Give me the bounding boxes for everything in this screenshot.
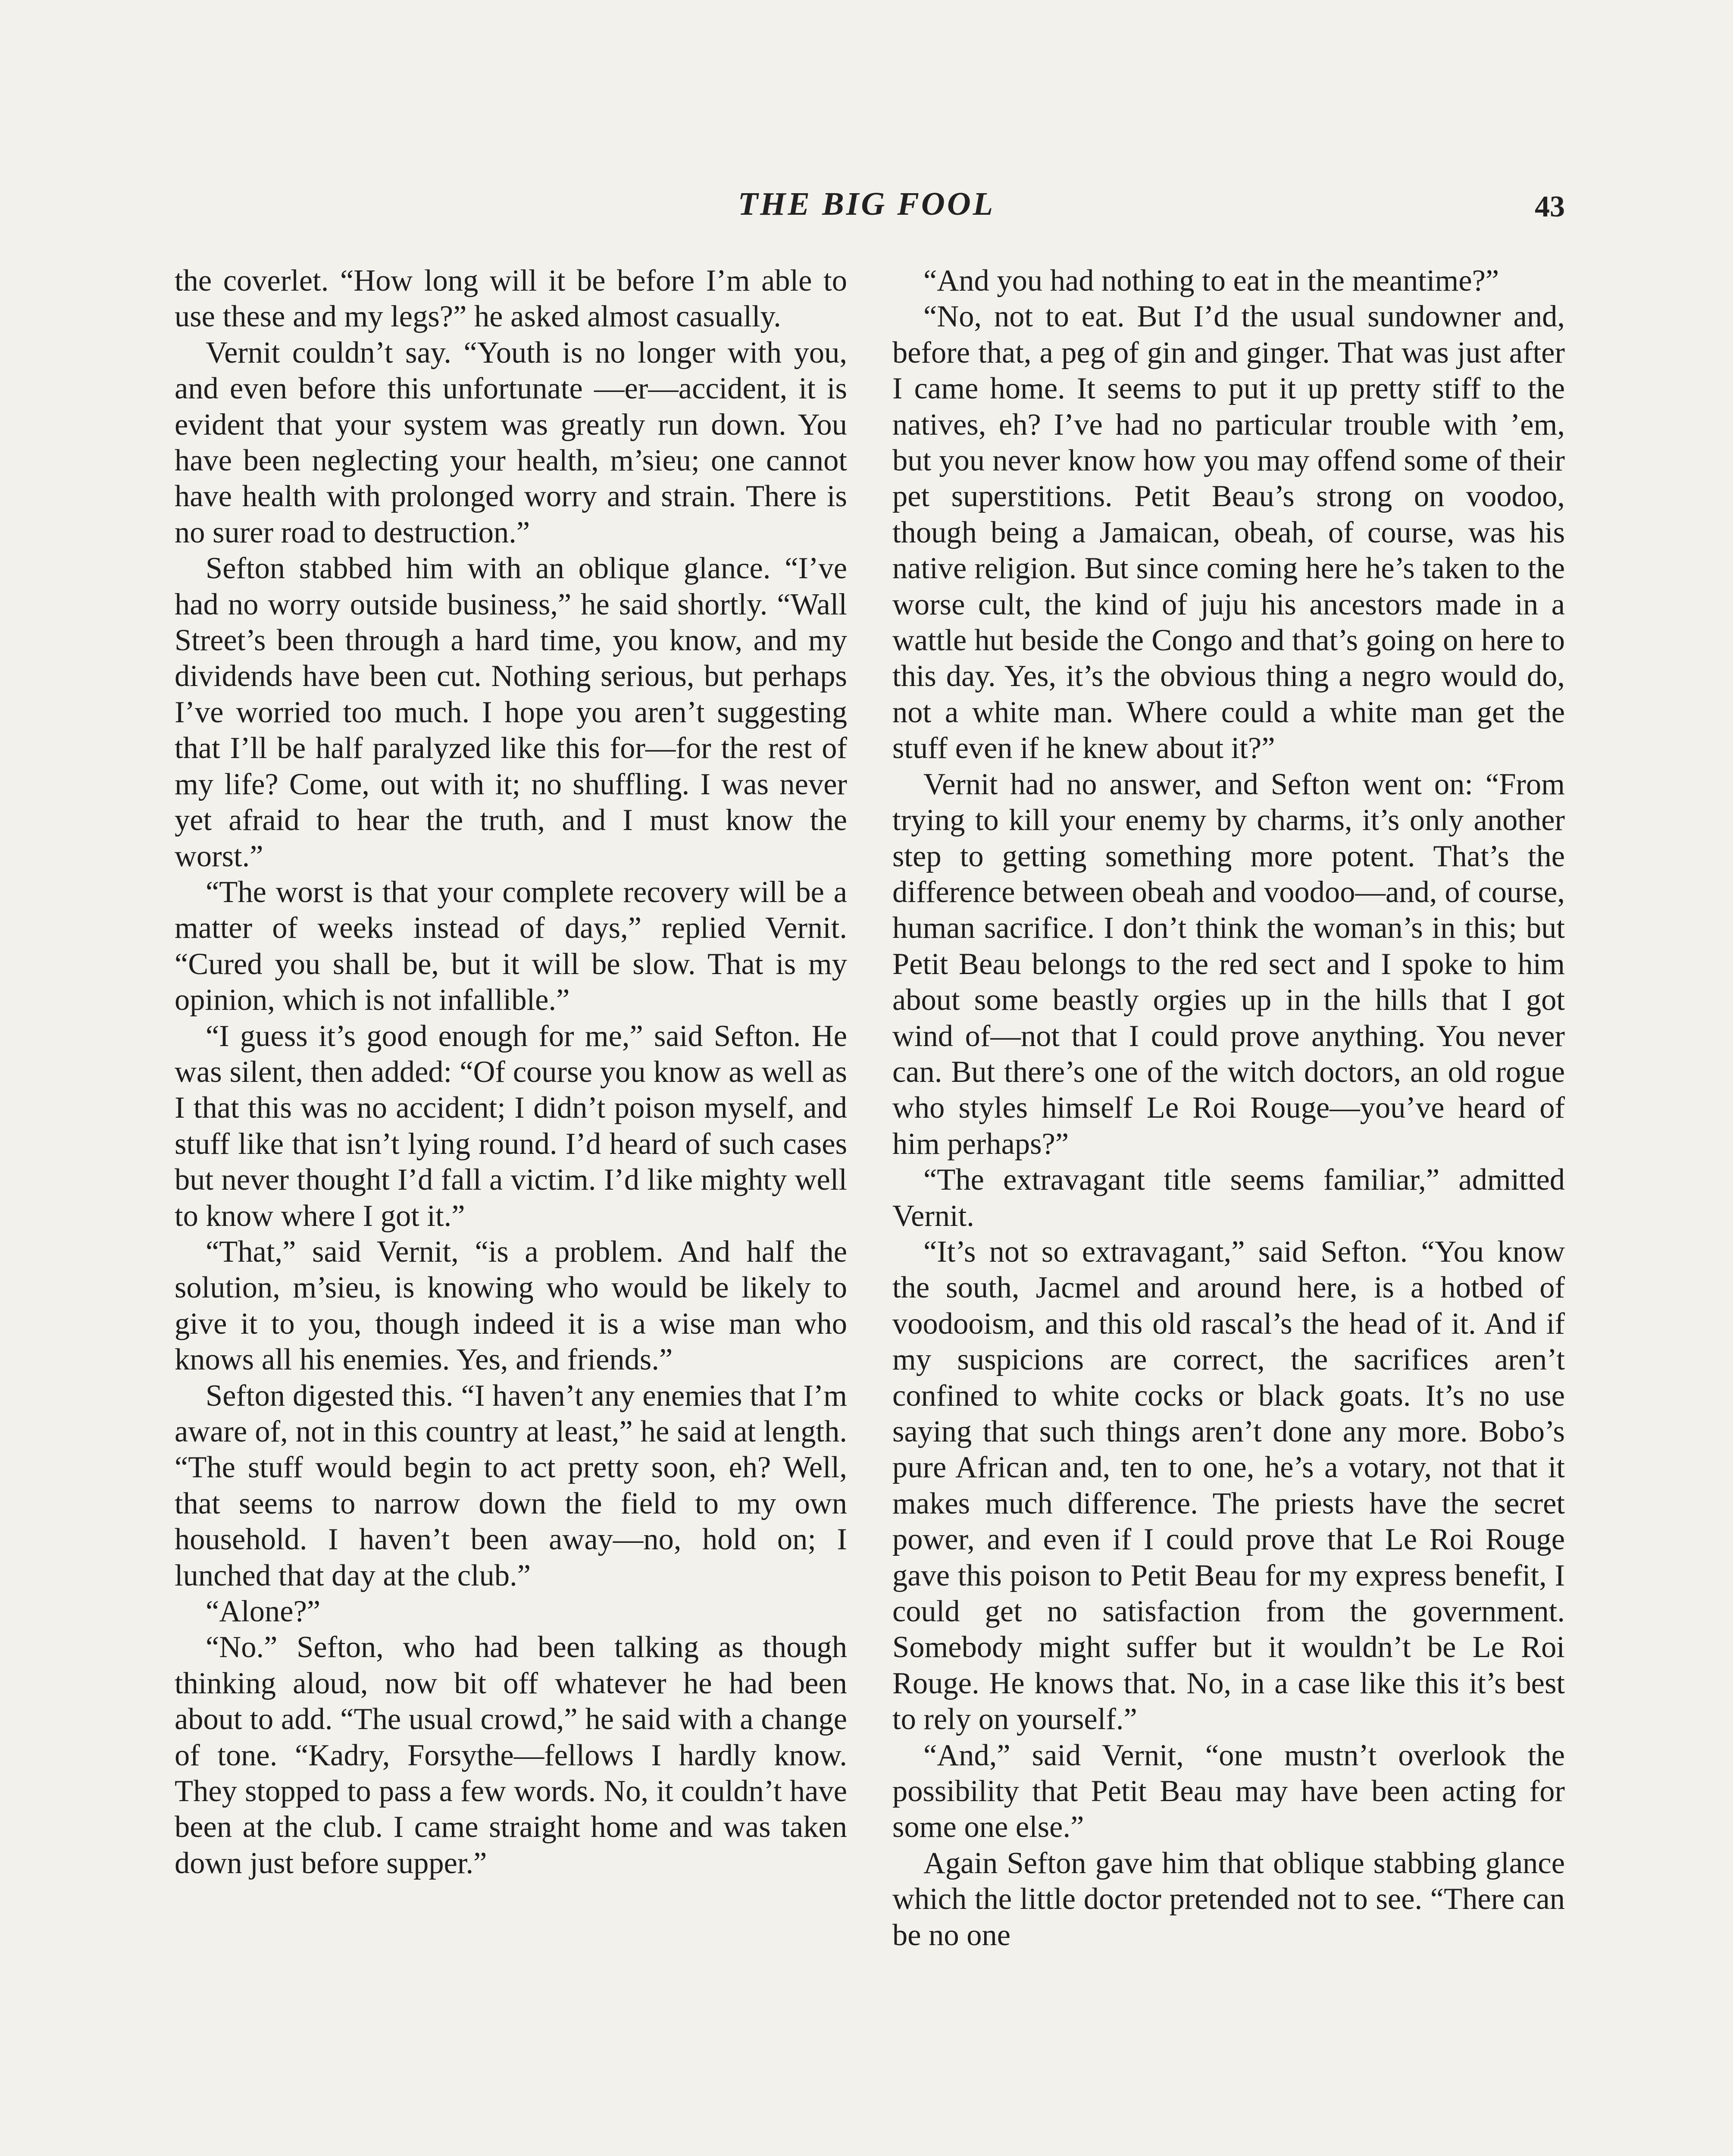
paragraph: “No, not to eat. But I’d the usual sundowner and, before that, a peg of gin and ginger. That was just after I came home. It seems to put it up pretty stiff to the natives, eh? I’ve had no particular trouble with ’em, but you never know how you may offend some of their pet superstitions. Petit Beau’s strong on voodoo, though being a Jamaican, obeah, of course, was his native religion. But since coming here he’s taken to the worse cult, the kind of juju his ancestors made in a wattle hut beside the Congo and that’s going on here to this day. Yes, it’s the obvious thing a negro would do, not a white man. Where could a white man get the stuff even if he knew about it?” — [892, 300, 1565, 765]
paragraph: “And,” said Vernit, “one mustn’t overlook the possibility that Petit Beau may have been acting for some one else.” — [892, 1738, 1565, 1844]
text-column-right — [892, 263, 1565, 1953]
paragraph: “That,” said Vernit, “is a problem. And half the solution, m’sieu, is knowing who would be likely to give it to you, though indeed it is a wise man who knows all his enemies. Yes, and friends.” — [175, 1235, 847, 1377]
paragraph: “I guess it’s good enough for me,” said Sefton. He was silent, then added: “Of course you know as well as I that this was no accident; I didn’t poison myself, and stuff like that isn’t lying round. I’d heard of such cases but never thought I’d fall a victim. I’d like mighty well to know where I got it.” — [175, 1019, 847, 1233]
text-column-left — [175, 263, 847, 1881]
paragraph: “The extravagant title seems familiar,” admitted Vernit. — [892, 1163, 1565, 1233]
paragraph: “No.” Sefton, who had been talking as though thinking aloud, now bit off whatever he had been about to add. “The usual crowd,” he said with a change of tone. “Kadry, Forsythe—fellows I hardly know. They stopped to pass a few words. No, it couldn’t have been at the club. I came straight home and was taken down just before supper.” — [175, 1630, 847, 1880]
paragraph: “The worst is that your complete recovery will be a matter of weeks instead of days,” replied Vernit. “Cured you shall be, but it will be slow. That is my opinion, which is not infallible.” — [175, 875, 847, 1017]
paragraph: Sefton stabbed him with an oblique glance. “I’ve had no worry outside business,” he said shortly. “Wall Street’s been through a hard time, you know, and my dividends have been cut. Nothing serious, but perhaps I’ve worried too much. I hope you aren’t suggesting that I’ll be half paralyzed like this for—for the rest of my life? Come, out with it; no shuffling. I was never yet afraid to hear the truth, and I must know the worst.” — [175, 552, 847, 873]
paragraph: Vernit had no answer, and Sefton went on: “From trying to kill your enemy by charms, it’s only another step to getting something more potent. That’s the difference between obeah and voodoo—and, of course, human sacrifice. I don’t think the woman’s in this; but Petit Beau belongs to the red sect and I spoke to him about some beastly orgies up in the hills that I got wind of—not that I could prove anything. You never can. But there’s one of the witch doctors, an old rogue who styles himself Le Roi Rouge—you’ve heard of him perhaps?” — [892, 767, 1565, 1161]
paragraph: “And you had nothing to eat in the meantime?” — [923, 264, 1499, 298]
paragraph: Sefton digested this. “I haven’t any enemies that I’m aware of, not in this country at least,” he said at length. “The stuff would begin to act pretty soon, eh? Well, that seems to narrow down the field to my own household. I haven’t been away—no, hold on; I lunched that day at the club.” — [175, 1379, 847, 1592]
paragraph: “Alone?” — [206, 1595, 321, 1629]
paragraph: “It’s not so extravagant,” said Sefton. “You know the south, Jacmel and around here, is a hotbed of voodooism, and this old rascal’s the head of it. And if my suspicions are correct, the sacrifices aren’t confined to white cocks or black goats. It’s no use saying that such things aren’t done any more. Bobo’s pure African and, ten to one, he’s a votary, not that it makes much difference. The priests have the secret power, and even if I could prove that Le Roi Rouge gave this poison to Petit Beau for my express benefit, I could get no satisfaction from the government. Somebody might suffer but it wouldn’t be Le Roi Rouge. He knows that. No, in a case like this it’s best to rely on yourself.” — [892, 1235, 1565, 1736]
paragraph: Vernit couldn’t say. “Youth is no longer with you, and even before this unfortunate —er—accident, it is evident that your system was greatly run down. You have been neglecting your health, m’sieu; one cannot have health with prolonged worry and strain. There is no surer road to destruction.” — [175, 335, 847, 549]
page-number: 43 — [1535, 190, 1565, 223]
running-title: THE BIG FOOL — [738, 186, 995, 222]
paragraph: the coverlet. “How long will it be before I’m able to use these and my legs?” he asked almost casually. — [175, 264, 847, 334]
paragraph: Again Sefton gave him that oblique stabbing glance which the little doctor pretended not to see. “There can be no one — [892, 1846, 1565, 1952]
